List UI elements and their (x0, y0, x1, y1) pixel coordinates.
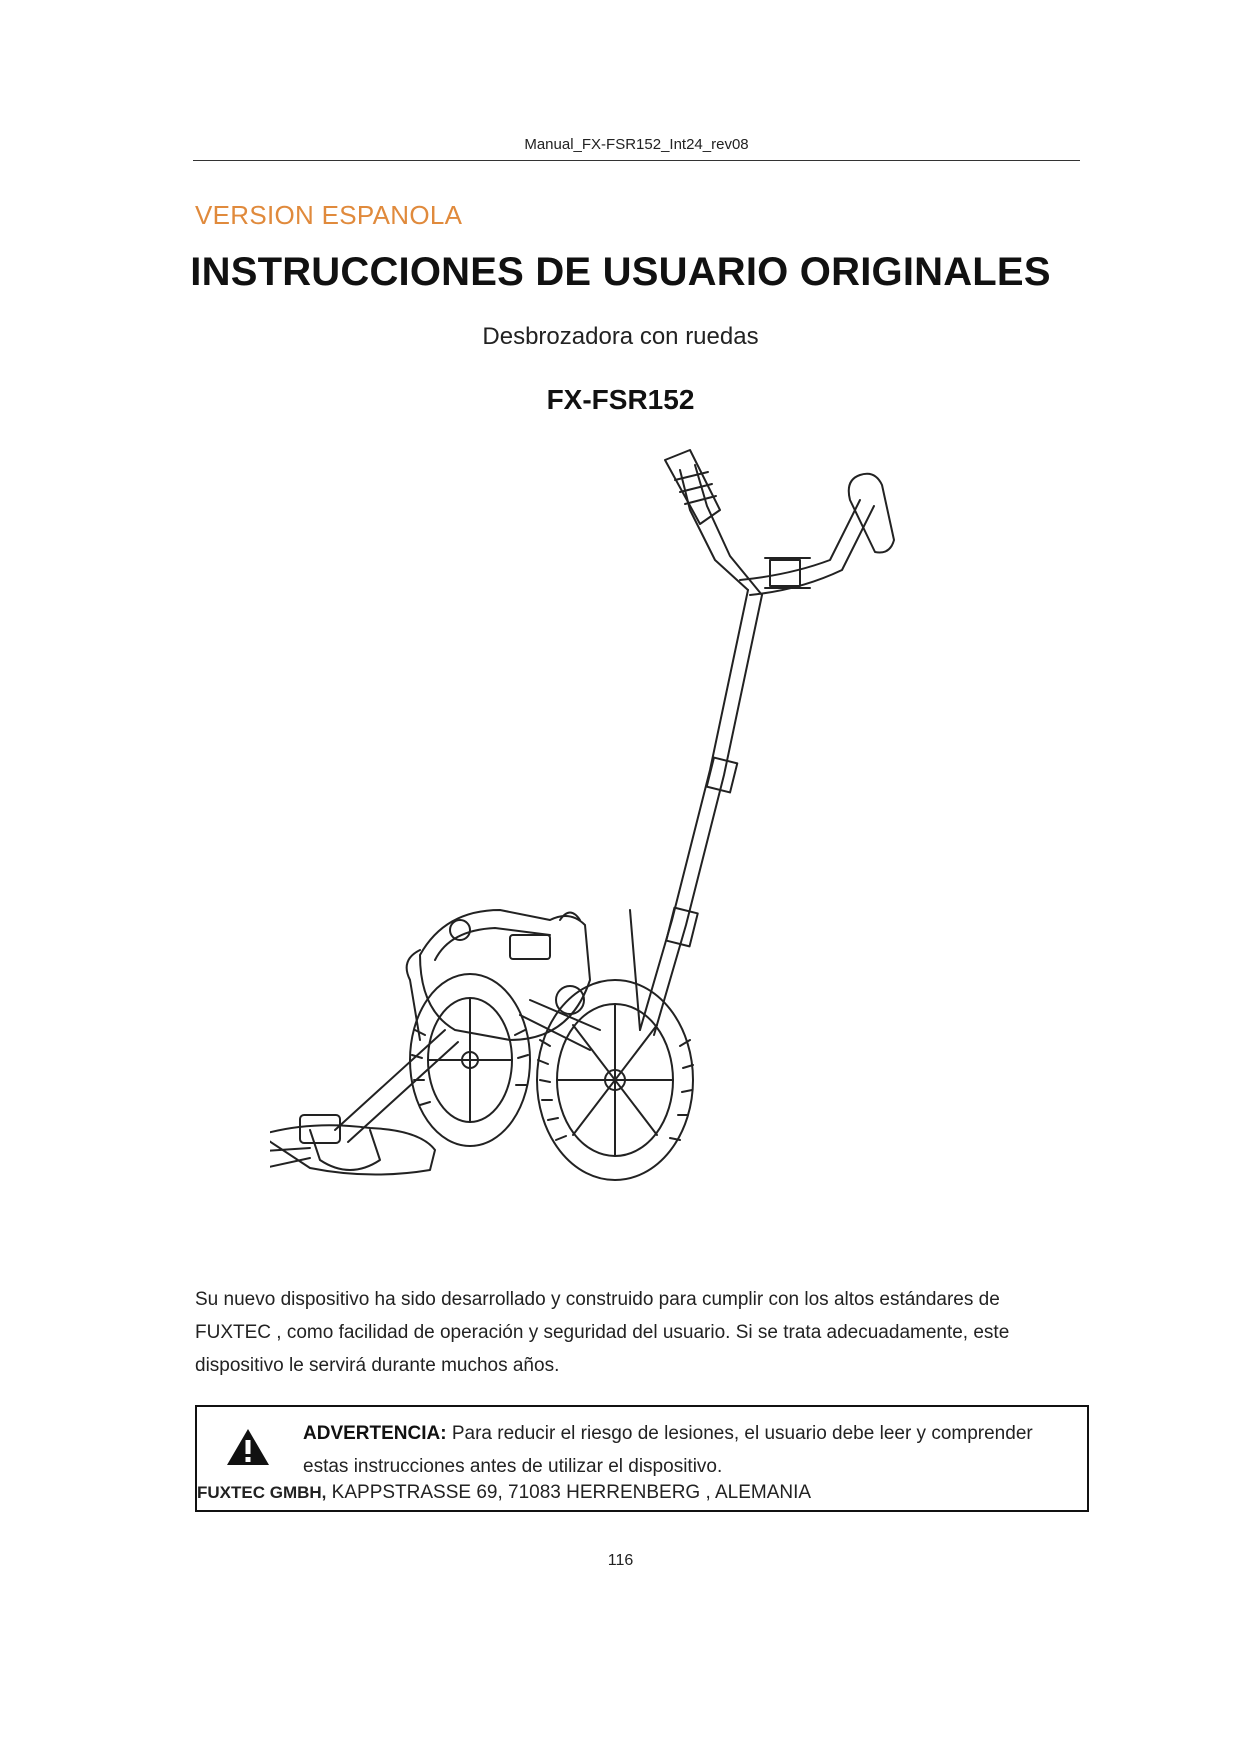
page-number: 116 (607, 1552, 634, 1569)
model-number: FX-FSR152 (546, 384, 695, 415)
document-header-id: Manual_FX-FSR152_Int24_rev08 (524, 136, 749, 153)
product-subtitle: Desbrozadora con ruedas (482, 323, 759, 350)
warning-message: Para reducir el riesgo de lesiones, el usuario debe leer y comprender estas instrucciones antes de utilizar el dispositivo. (303, 1423, 1033, 1477)
intro-paragraph: Su nuevo dispositivo ha sido desarrollado y construido para cumplir con los altos estándares de FUXTEC , como facilidad de operación y seguridad del usuario. Si se trata adecuadamente, este dispositivo le servirá durante muchos años. (195, 1289, 1010, 1376)
version-label: VERSION ESPANOLA (195, 200, 463, 230)
brush-cutter-illustration (270, 440, 970, 1280)
page-title: INSTRUCCIONES DE USUARIO ORIGINALES (190, 250, 1051, 294)
header-divider (193, 160, 1080, 161)
company-name: FUXTEC GMBH, (197, 1483, 327, 1502)
warning-box (195, 1405, 1089, 1512)
warning-label: ADVERTENCIA: (303, 1423, 447, 1444)
company-address-line (197, 1482, 811, 1504)
company-address: KAPPSTRASSE 69, 71083 HERRENBERG , ALEMANIA (326, 1482, 812, 1503)
warning-triangle-icon (225, 1427, 271, 1467)
warning-text (303, 1417, 1073, 1483)
